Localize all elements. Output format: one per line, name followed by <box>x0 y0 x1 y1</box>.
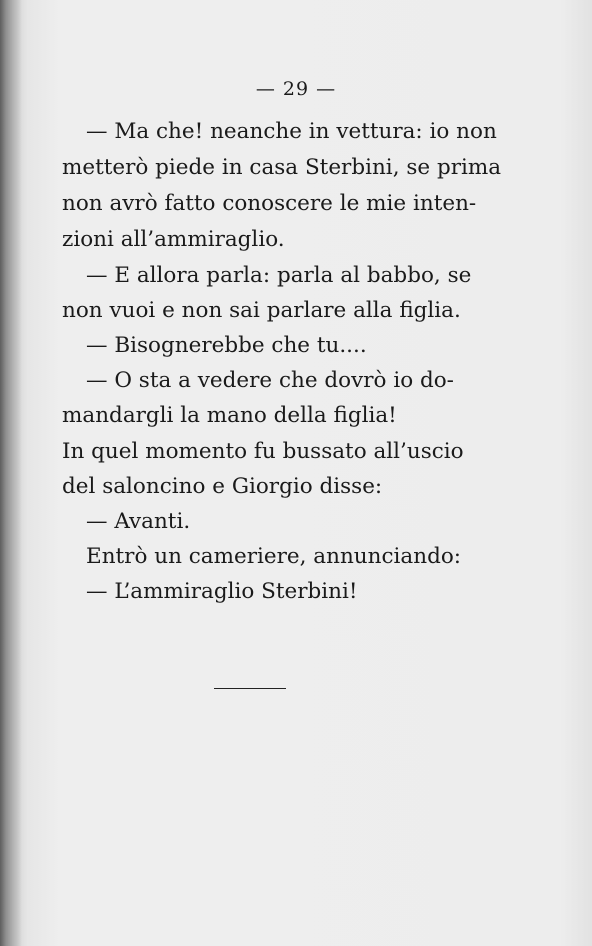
page-binding-shadow <box>0 0 22 946</box>
text-line: — Bisognerebbe che tu.... <box>86 333 367 358</box>
text-line: — E allora parla: parla al babbo, se <box>86 263 472 288</box>
text-line: Entrò un cameriere, annunciando: <box>86 544 462 569</box>
text-line: metterò piede in casa Sterbini, se prima <box>62 155 502 180</box>
text-line: — L’ammiraglio Sterbini! <box>86 579 358 604</box>
text-line: non avrò fatto conoscere le mie inten- <box>62 191 477 216</box>
text-line: In quel momento fu bussato all’uscio <box>62 439 464 464</box>
text-line: del saloncino e Giorgio disse: <box>62 474 383 499</box>
text-line: mandargli la mano della figlia! <box>62 403 397 428</box>
text-line: — Avanti. <box>86 509 191 534</box>
page-number: — 29 — <box>255 78 337 100</box>
text-line: zioni all’ammiraglio. <box>62 227 285 252</box>
text-line: — Ma che! neanche in vettura: io non <box>86 119 497 144</box>
text-line: non vuoi e non sai parlare alla figlia. <box>62 298 461 323</box>
text-line: — O sta a vedere che dovrò io do- <box>86 368 454 393</box>
end-rule <box>214 688 286 689</box>
